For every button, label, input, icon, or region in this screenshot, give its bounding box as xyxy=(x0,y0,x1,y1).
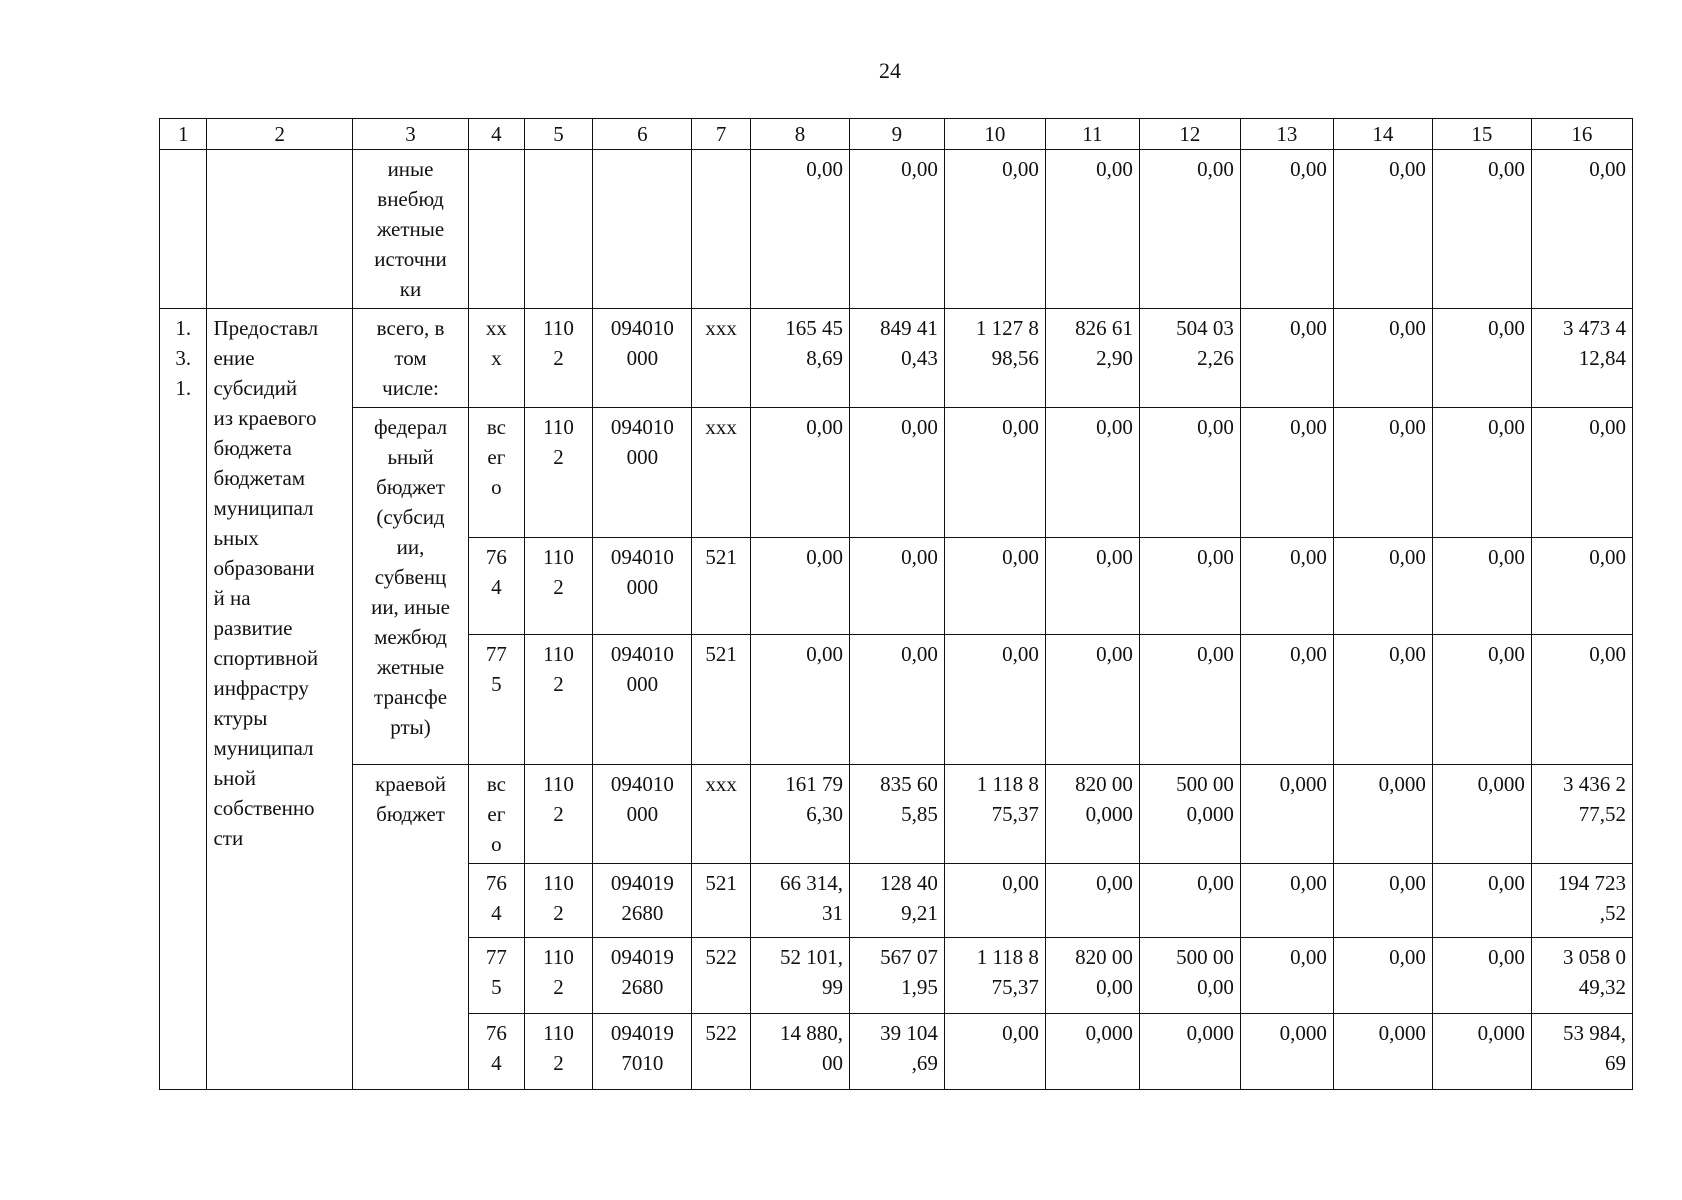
header-cell: 7 xyxy=(692,119,751,150)
header-cell: 6 xyxy=(593,119,692,150)
value-cell: 165 45 8,69 xyxy=(750,309,849,408)
value-cell: 0,00 xyxy=(750,150,849,309)
value-cell: 835 60 5,85 xyxy=(849,765,944,864)
code-cell: 521 xyxy=(692,635,751,765)
code-cell: 110 2 xyxy=(524,309,593,408)
value-cell: 0,000 xyxy=(1240,765,1333,864)
header-cell: 5 xyxy=(524,119,593,150)
header-cell: 2 xyxy=(207,119,352,150)
item-name: Предоставл ение субсидий из краевого бюджета бюджетам муниципал ьных образовани й на развитие спортивной инфрастру ктуры муниципал ьной собственно сти xyxy=(207,309,352,1090)
code-cell: 77 5 xyxy=(469,635,525,765)
value-cell: 3 436 2 77,52 xyxy=(1531,765,1632,864)
value-cell: 0,00 xyxy=(1432,938,1531,1014)
value-cell: 66 314, 31 xyxy=(750,864,849,938)
header-cell: 8 xyxy=(750,119,849,150)
table-body xyxy=(160,119,1633,1090)
empty-cell xyxy=(469,150,525,309)
value-cell: 0,00 xyxy=(849,538,944,635)
table-row-regional xyxy=(160,765,1633,864)
code-cell: 094010 000 xyxy=(593,635,692,765)
value-cell: 1 118 8 75,37 xyxy=(944,765,1045,864)
value-cell: 3 473 4 12,84 xyxy=(1531,309,1632,408)
header-cell: 4 xyxy=(469,119,525,150)
code-cell: 094010 000 xyxy=(593,408,692,538)
code-cell: вс ег о xyxy=(469,765,525,864)
value-cell: 826 61 2,90 xyxy=(1045,309,1139,408)
value-cell: 0,00 xyxy=(750,538,849,635)
value-cell: 0,00 xyxy=(1432,408,1531,538)
value-cell: 0,00 xyxy=(1139,408,1240,538)
empty-cell xyxy=(207,150,352,309)
value-cell: 0,00 xyxy=(1432,864,1531,938)
value-cell: 0,00 xyxy=(944,408,1045,538)
code-cell: вс ег о xyxy=(469,408,525,538)
budget-table xyxy=(159,118,1633,1090)
value-cell: 0,00 xyxy=(1333,538,1432,635)
value-cell: 820 00 0,000 xyxy=(1045,765,1139,864)
header-cell: 13 xyxy=(1240,119,1333,150)
code-cell: 76 4 xyxy=(469,1014,525,1090)
header-cell: 10 xyxy=(944,119,1045,150)
value-cell: 0,00 xyxy=(849,408,944,538)
code-cell: ххх xyxy=(692,408,751,538)
code-cell: 110 2 xyxy=(524,408,593,538)
value-cell: 0,00 xyxy=(1531,635,1632,765)
value-cell: 0,00 xyxy=(750,635,849,765)
code-cell: 521 xyxy=(692,538,751,635)
value-cell: 53 984, 69 xyxy=(1531,1014,1632,1090)
value-cell: 0,00 xyxy=(1333,635,1432,765)
header-row xyxy=(160,119,1633,150)
code-cell: 094010 000 xyxy=(593,765,692,864)
value-cell: 0,00 xyxy=(1432,538,1531,635)
value-cell: 52 101, 99 xyxy=(750,938,849,1014)
value-cell: 0,00 xyxy=(1432,309,1531,408)
value-cell: 14 880, 00 xyxy=(750,1014,849,1090)
code-cell: 76 4 xyxy=(469,538,525,635)
empty-cell xyxy=(524,150,593,309)
value-cell: 0,00 xyxy=(1240,635,1333,765)
code-cell: 110 2 xyxy=(524,765,593,864)
value-cell: 0,000 xyxy=(1045,1014,1139,1090)
value-cell: 0,00 xyxy=(1139,635,1240,765)
value-cell: 500 00 0,00 xyxy=(1139,938,1240,1014)
value-cell: 0,00 xyxy=(849,150,944,309)
source-cell: федерал ьный бюджет (субсид ии, субвенц ии, иные межбюд жетные трансфе рты) xyxy=(352,408,468,765)
value-cell: 1 127 8 98,56 xyxy=(944,309,1045,408)
value-cell: 0,00 xyxy=(1240,538,1333,635)
code-cell: хх х xyxy=(469,309,525,408)
header-cell: 15 xyxy=(1432,119,1531,150)
value-cell: 0,00 xyxy=(1139,150,1240,309)
source-cell: иные внебюд жетные источни ки xyxy=(352,150,468,309)
value-cell: 0,00 xyxy=(944,1014,1045,1090)
value-cell: 0,00 xyxy=(1045,635,1139,765)
value-cell: 194 723 ,52 xyxy=(1531,864,1632,938)
value-cell: 0,00 xyxy=(1240,938,1333,1014)
value-cell: 0,00 xyxy=(1333,150,1432,309)
value-cell: 0,00 xyxy=(944,538,1045,635)
value-cell: 3 058 0 49,32 xyxy=(1531,938,1632,1014)
code-cell: 77 5 xyxy=(469,938,525,1014)
value-cell: 0,00 xyxy=(1333,309,1432,408)
table-row-federal xyxy=(160,408,1633,538)
code-cell: ххх xyxy=(692,309,751,408)
code-cell: 094010 000 xyxy=(593,538,692,635)
value-cell: 1 118 8 75,37 xyxy=(944,938,1045,1014)
empty-cell xyxy=(160,150,207,309)
value-cell: 0,00 xyxy=(1045,150,1139,309)
value-cell: 0,00 xyxy=(1333,864,1432,938)
header-cell: 9 xyxy=(849,119,944,150)
value-cell: 567 07 1,95 xyxy=(849,938,944,1014)
value-cell: 0,00 xyxy=(944,150,1045,309)
value-cell: 128 40 9,21 xyxy=(849,864,944,938)
value-cell: 0,00 xyxy=(1432,150,1531,309)
header-cell: 11 xyxy=(1045,119,1139,150)
source-cell: всего, в том числе: xyxy=(352,309,468,408)
code-cell: 110 2 xyxy=(524,864,593,938)
value-cell: 0,000 xyxy=(1139,1014,1240,1090)
item-number: 1. 3. 1. xyxy=(160,309,207,1090)
value-cell: 0,00 xyxy=(1240,864,1333,938)
value-cell: 0,000 xyxy=(1333,765,1432,864)
header-cell: 16 xyxy=(1531,119,1632,150)
code-cell: 110 2 xyxy=(524,1014,593,1090)
empty-cell xyxy=(692,150,751,309)
code-cell: 094019 2680 xyxy=(593,938,692,1014)
value-cell: 0,00 xyxy=(1240,309,1333,408)
code-cell: 094010 000 xyxy=(593,309,692,408)
value-cell: 0,00 xyxy=(1531,408,1632,538)
empty-cell xyxy=(593,150,692,309)
value-cell: 500 00 0,000 xyxy=(1139,765,1240,864)
value-cell: 0,00 xyxy=(944,864,1045,938)
code-cell: 521 xyxy=(692,864,751,938)
value-cell: 0,00 xyxy=(849,635,944,765)
code-cell: ххх xyxy=(692,765,751,864)
value-cell: 849 41 0,43 xyxy=(849,309,944,408)
value-cell: 0,000 xyxy=(1240,1014,1333,1090)
value-cell: 0,00 xyxy=(944,635,1045,765)
code-cell: 522 xyxy=(692,938,751,1014)
code-cell: 110 2 xyxy=(524,635,593,765)
value-cell: 0,00 xyxy=(1531,150,1632,309)
value-cell: 820 00 0,00 xyxy=(1045,938,1139,1014)
header-cell: 1 xyxy=(160,119,207,150)
code-cell: 110 2 xyxy=(524,938,593,1014)
code-cell: 522 xyxy=(692,1014,751,1090)
value-cell: 0,00 xyxy=(1432,635,1531,765)
table-row-other-sources xyxy=(160,150,1633,309)
page-number: 24 xyxy=(879,58,901,83)
value-cell: 0,000 xyxy=(1333,1014,1432,1090)
value-cell: 0,00 xyxy=(1531,538,1632,635)
value-cell: 0,00 xyxy=(1240,150,1333,309)
value-cell: 39 104 ,69 xyxy=(849,1014,944,1090)
value-cell: 504 03 2,26 xyxy=(1139,309,1240,408)
source-cell: краевой бюджет xyxy=(352,765,468,1090)
value-cell: 0,00 xyxy=(1045,864,1139,938)
code-cell: 094019 7010 xyxy=(593,1014,692,1090)
value-cell: 0,00 xyxy=(1045,408,1139,538)
value-cell: 0,00 xyxy=(1139,864,1240,938)
value-cell: 0,00 xyxy=(1139,538,1240,635)
table-row-total xyxy=(160,309,1633,408)
value-cell: 0,00 xyxy=(750,408,849,538)
value-cell: 0,00 xyxy=(1045,538,1139,635)
value-cell: 0,00 xyxy=(1333,408,1432,538)
header-cell: 3 xyxy=(352,119,468,150)
header-cell: 14 xyxy=(1333,119,1432,150)
code-cell: 094019 2680 xyxy=(593,864,692,938)
value-cell: 0,00 xyxy=(1333,938,1432,1014)
value-cell: 0,00 xyxy=(1240,408,1333,538)
value-cell: 0,000 xyxy=(1432,765,1531,864)
header-cell: 12 xyxy=(1139,119,1240,150)
code-cell: 76 4 xyxy=(469,864,525,938)
value-cell: 0,000 xyxy=(1432,1014,1531,1090)
value-cell: 161 79 6,30 xyxy=(750,765,849,864)
code-cell: 110 2 xyxy=(524,538,593,635)
